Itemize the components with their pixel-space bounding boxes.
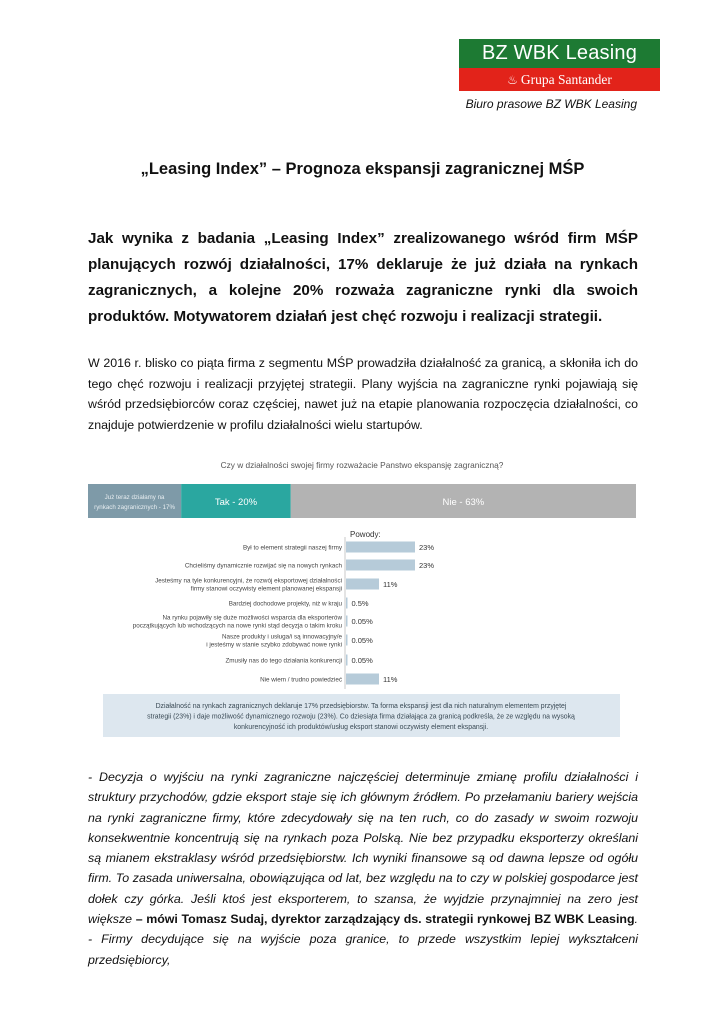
reason-label-4-line-0: Na rynku pojawiły się duże możliwości wsparcia dla eksporterów xyxy=(162,614,342,622)
reason-value-4: 0.05% xyxy=(351,617,373,626)
reason-label-6-line-0: Zmusiły nas do tego działania konkurencji xyxy=(225,657,342,665)
reason-value-6: 0.05% xyxy=(351,656,373,665)
reason-label-2-line-1: firmy stanowi oczywisty element planowanej ekspansji xyxy=(190,585,342,593)
reason-label-7-line-0: Nie wiem / trudno powiedzieć xyxy=(260,676,342,684)
reasons-label: Powody: xyxy=(350,530,381,539)
chart-note-line-0: Działalność na rynkach zagranicznych deklaruje 17% przedsiębiorstw. Ta forma ekspansji jest dla nich naturalnym elementem przyjętej xyxy=(155,703,567,710)
flame-icon: ♨ xyxy=(507,73,518,87)
stacked-label-0-line-2: rynkach zagranicznych - 17% xyxy=(94,504,175,511)
reason-label-3-line-0: Bardziej dochodowe projekty, niż w kraju xyxy=(228,600,342,608)
quote-paragraph xyxy=(88,767,638,970)
reason-label-1-line-0: Chcieliśmy dynamicznie rozwijać się na nowych rynkach xyxy=(184,562,342,570)
chart-note-line-1: strategii (23%) i daje możliwość dynamicznego rozwoju (23%). Co dziesiąta firma działająca za granicą podkreśla, że ze względu na wysoką xyxy=(147,713,575,721)
reason-value-7: 11% xyxy=(383,675,398,684)
stacked-label-1: Tak - 20% xyxy=(214,497,258,508)
reason-value-3: 0.5% xyxy=(351,599,369,608)
reason-bar-3 xyxy=(346,598,348,609)
stacked-segment-0 xyxy=(88,484,181,518)
chart-title: Czy w działalności swojej firmy rozważacie Panstwo ekspansję zagraniczną? xyxy=(220,460,504,470)
reason-bar-0 xyxy=(346,542,415,553)
reason-label-0-line-0: Był to element strategii naszej firmy xyxy=(242,544,342,552)
lead-paragraph: Jak wynika z badania „Leasing Index” zrealizowanego wśród firm MŚP planujących rozwój działalności, 17% deklaruje że już działa na rynkach zagranicznych, a kolejne 20% rozważa zagraniczne rynki dla swoich produktów. Motywatorem działań jest chęć rozwoju i realizacji strategii. xyxy=(88,230,638,325)
stacked-label-0-line-1: Już teraz działamy na xyxy=(104,494,165,501)
reason-bar-7 xyxy=(346,674,379,685)
reason-label-2-line-0: Jesteśmy na tyle konkurencyjni, że rozwój eksportowej działalności xyxy=(155,577,342,585)
reason-bar-2 xyxy=(346,579,379,590)
logo-name: BZ WBK Leasing xyxy=(459,39,660,68)
reason-bar-5 xyxy=(346,635,348,646)
reason-bar-6 xyxy=(346,655,348,666)
quote-continuation: . - Firmy decydujące się na wyjście poza granice, to przede wszystkim lepiej wykształceni przedsiębiorcy, xyxy=(88,912,638,967)
reason-value-5: 0.05% xyxy=(351,636,373,645)
reason-label-5-line-1: i jesteśmy w stanie szybko zdobywać nowe rynki xyxy=(206,641,342,649)
company-logo xyxy=(459,39,660,91)
quote-author: – mówi Tomasz Sudaj, dyrektor zarządzający ds. strategii rynkowej BZ WBK Leasing xyxy=(135,912,635,927)
survey-chart xyxy=(88,455,636,740)
page-title: „Leasing Index” – Prognoza ekspansji zagranicznej MŚP xyxy=(140,160,585,178)
reason-value-0: 23% xyxy=(419,543,435,552)
body-paragraph: W 2016 r. blisko co piąta firma z segmentu MŚP prowadziła działalność za granicą, a skłoniła ich do tego chęć rozwoju i realizacji przyjętej strategii. Plany wyjścia na zagraniczne rynki pojawiają się wśród przedsiębiorców coraz częściej, nawet już na etapie planowania rozpoczęcia działalności, co znajduje potwierdzenie w profilu działalności wielu startupów. xyxy=(88,356,638,432)
stacked-label-2: Nie - 63% xyxy=(442,497,485,508)
reason-label-4-line-1: początkujących lub wchodzących na nowe rynki stąd decyzja o takim kroku xyxy=(132,622,342,630)
logo-group xyxy=(459,68,660,91)
logo-group-label: Grupa Santander xyxy=(520,72,612,87)
reason-bar-1 xyxy=(346,560,415,571)
reason-value-2: 11% xyxy=(383,580,398,589)
quote-text: - Decyzja o wyjściu na rynki zagraniczne najczęściej determinuje zmianę profilu działalności i struktury przychodów, gdzie eksport staje się ich głównym źródłem. Po przełamaniu bariery wejścia na rynki zagraniczne firmy, które zdecydowały się na ten ruch, co do zasady w swoim rozwoju konsekwentnie koncentrują się na rynkach poza Polską. Nie bez przypadku eksporterzy określani są mianem ekstraklasy wśród przedsiębiorstw. Ich wyniki finansowe są od dawna lepsze od ogółu firm. To zasada uniwersalna, obowiązująca od lat, bez względu na to czy w polskiej gospodarce jest dołek czy górka. Jeśli ktoś jest eksporterem, to szansa, że wyjdzie przynajmniej na zero jest większe xyxy=(88,770,638,927)
reason-value-1: 23% xyxy=(419,561,435,570)
reason-bar-4 xyxy=(346,616,348,627)
chart-note-line-2: konkurencyjność ich produktów/usług eksport stanowi oczywisty element ekspansji. xyxy=(233,724,489,731)
press-office-label: Biuro prasowe BZ WBK Leasing xyxy=(465,97,637,111)
reason-label-5-line-0: Nasze produkty i usługa/i są innowacyjny/e xyxy=(221,633,342,641)
